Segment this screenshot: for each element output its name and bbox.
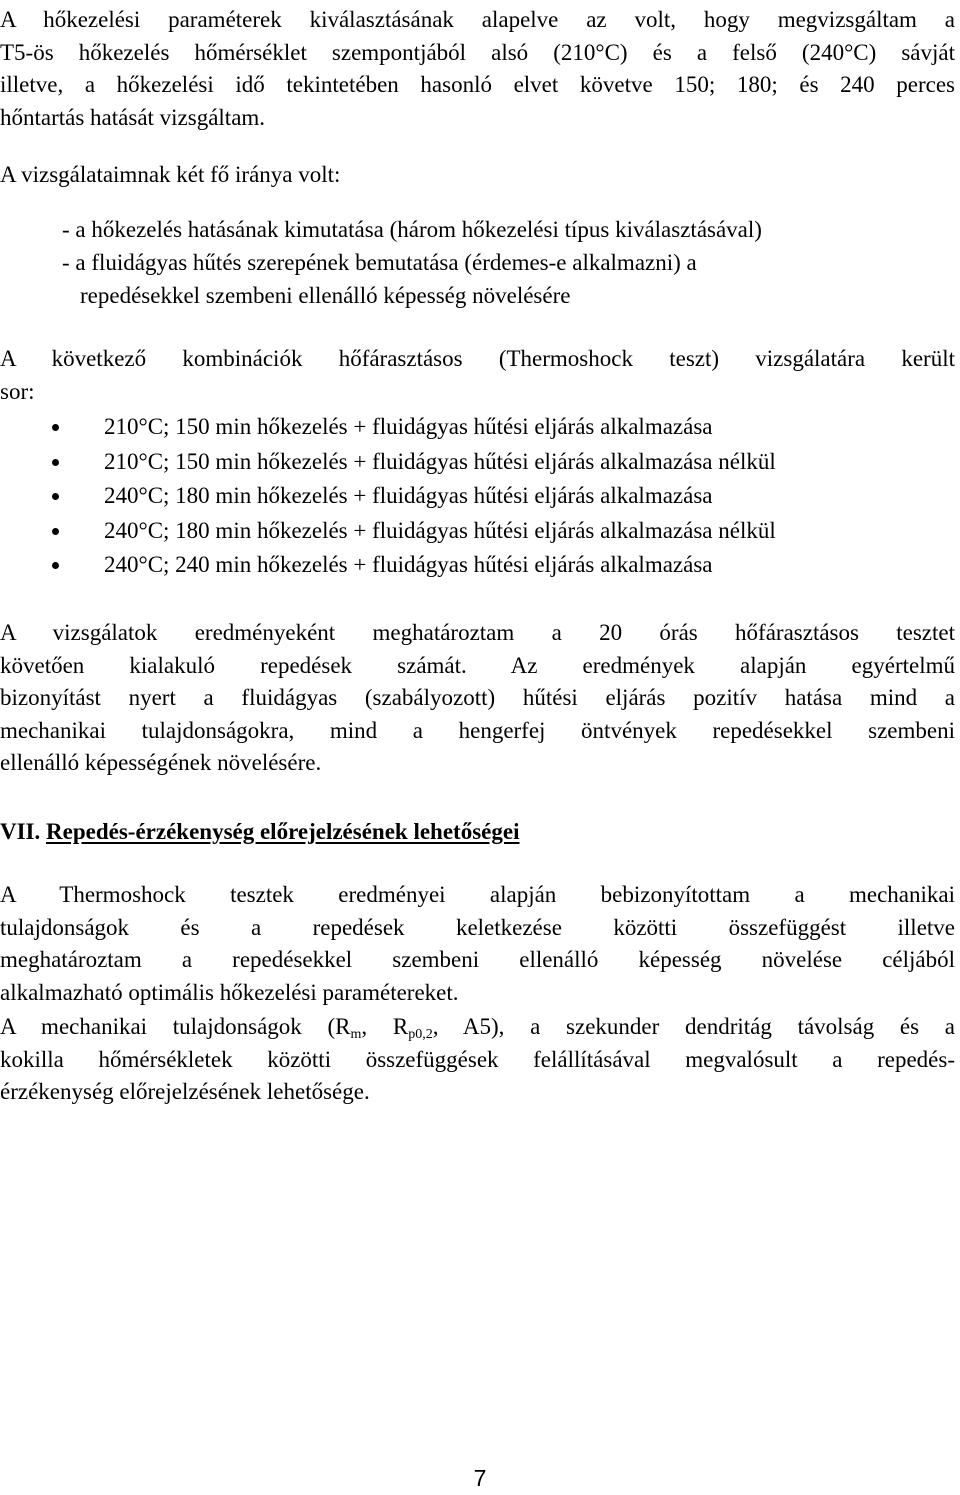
- text-fragment: , R: [361, 1014, 409, 1039]
- list-item: [0, 515, 776, 550]
- page-number: 7: [473, 1465, 487, 1491]
- list-item: [0, 480, 776, 515]
- text-line: kokilla hőmérsékletek közötti összefüggések felállításával megvalósult a repedés-: [0, 1046, 955, 1072]
- text-line: ellenálló képességének növelésére.: [0, 750, 322, 775]
- direction-item: - a hőkezelés hatásának kimutatása (három hőkezelési típus kiválasztásával): [62, 217, 762, 242]
- list-item-text: 240°C; 240 min hőkezelés + fluidágyas hűtési eljárás alkalmazása: [104, 552, 713, 577]
- text-line: A következő kombinációk hőfárasztásos (Thermoshock teszt) vizsgálatára került: [0, 346, 955, 371]
- text-line: sor:: [0, 378, 35, 404]
- bullet-icon: [52, 528, 59, 535]
- text-line: A hőkezelési paraméterek kiválasztásának alapelve az volt, hogy megvizsgáltam a: [0, 7, 955, 32]
- text-line: alkalmazható optimális hőkezelési paramétereket.: [0, 979, 459, 1005]
- list-item-text: 240°C; 180 min hőkezelés + fluidágyas hűtési eljárás alkalmazása: [104, 483, 713, 508]
- subscript: p0,2: [408, 1027, 433, 1042]
- list-item-text: 240°C; 180 min hőkezelés + fluidágyas hűtési eljárás alkalmazása nélkül: [104, 517, 776, 543]
- section-heading: [0, 816, 519, 849]
- combinations-list: [0, 411, 776, 584]
- text-line: tulajdonságok és a repedések keletkezése közötti összefüggést illetve: [0, 914, 955, 940]
- subscript: m: [350, 1027, 362, 1042]
- list-item: [0, 446, 776, 481]
- text-line: érzékenység előrejelzésének lehetősége.: [0, 1079, 370, 1104]
- list-item-text: 210°C; 150 min hőkezelés + fluidágyas hűtési eljárás alkalmazása nélkül: [104, 448, 776, 474]
- text-line: A Thermoshock tesztek eredményei alapján bebizonyítottam a mechanikai: [0, 882, 955, 907]
- text-line: bizonyítást nyert a fluidágyas (szabályozott) hűtési eljárás pozitív hatása mind a: [0, 685, 955, 710]
- section-number: VII.: [0, 819, 41, 844]
- text-line: illetve, a hőkezelési idő tekintetében hasonló elvet követve 150; 180; és 240 perces: [0, 72, 955, 97]
- text-line: T5-ös hőkezelés hőmérséklet szempontjából alsó (210°C) és a felső (240°C) sávját: [0, 39, 955, 65]
- directions-intro: A vizsgálataimnak két fő iránya volt:: [0, 162, 341, 187]
- list-item: [0, 549, 776, 584]
- direction-item: - a fluidágyas hűtés szerepének bemutatása (érdemes-e alkalmazni) a: [62, 250, 697, 275]
- list-item: [0, 411, 776, 446]
- text-fragment: A mechanikai tulajdonságok (R: [0, 1014, 351, 1039]
- bullet-icon: [52, 424, 59, 431]
- bullet-icon: [52, 459, 59, 466]
- section-title: Repedés-érzékenység előrejelzésének lehetőségei: [46, 819, 520, 844]
- conclusion-paragraph: [0, 879, 955, 1009]
- results-paragraph: [0, 617, 955, 780]
- direction-item-continuation: repedésekkel szembeni ellenálló képesség növelésére: [80, 283, 571, 308]
- text-fragment: , A5), a szekunder dendritág távolság és a: [432, 1014, 955, 1039]
- text-line: A vizsgálatok eredményeként meghatároztam a 20 órás hőfárasztásos tesztet: [0, 620, 955, 645]
- mechanical-paragraph: [0, 1011, 955, 1109]
- text-line: meghatároztam a repedésekkel szembeni ellenálló képesség növelése céljából: [0, 947, 955, 972]
- bullet-icon: [52, 493, 59, 500]
- bullet-icon: [52, 562, 59, 569]
- list-item-text: 210°C; 150 min hőkezelés + fluidágyas hűtési eljárás alkalmazása: [104, 414, 713, 439]
- text-line: hőntartás hatását vizsgáltam.: [0, 104, 266, 130]
- intro-paragraph: [0, 4, 955, 134]
- text-line: mechanikai tulajdonságokra, mind a hengerfej öntvények repedésekkel szembeni: [0, 717, 955, 743]
- text-line: követően kialakuló repedések számát. Az eredmények alapján egyértelmű: [0, 652, 955, 678]
- combinations-intro: [0, 343, 955, 408]
- text-line: [0, 1011, 955, 1044]
